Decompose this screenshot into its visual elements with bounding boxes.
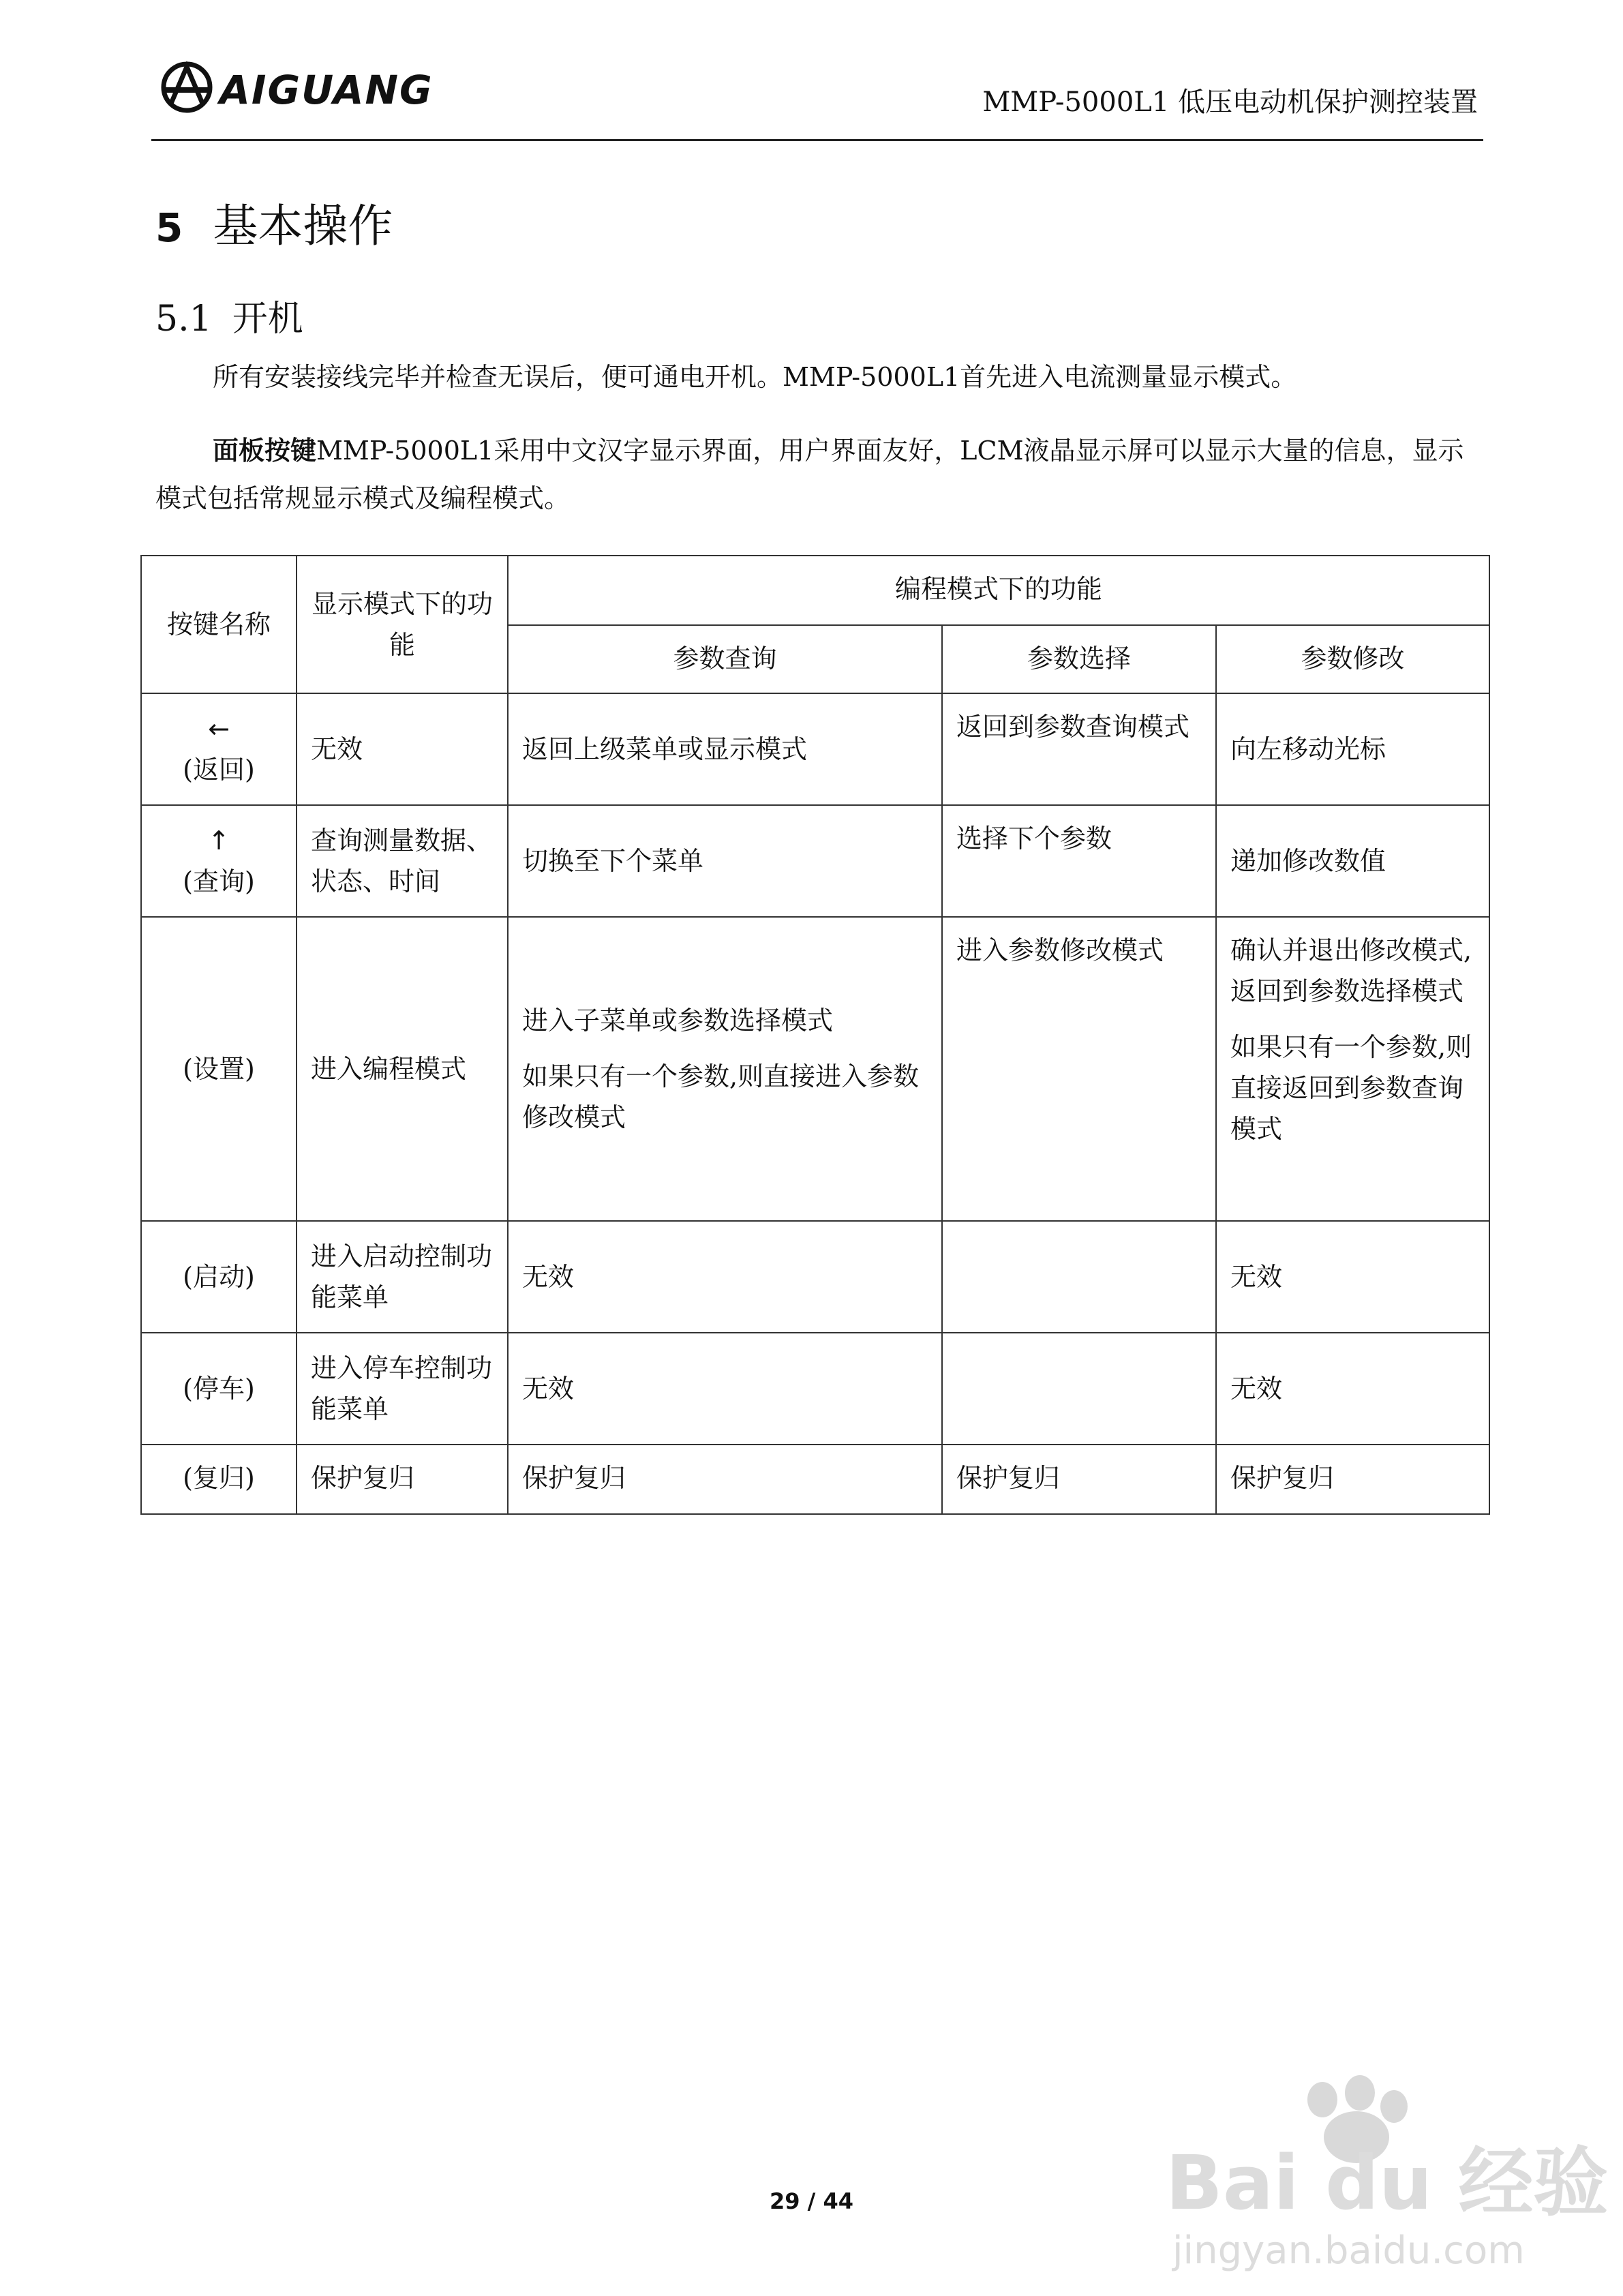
cell-display: 查询测量数据、状态、时间 (297, 805, 508, 917)
paragraph-body: MMP-5000L1采用中文汉字显示界面，用户界面友好，LCM液晶显示屏可以显示大量的信息，显示模式包括常规显示模式及编程模式。 (155, 436, 1464, 513)
page-header (151, 57, 1483, 141)
key-cell-stop: (停车) (141, 1333, 297, 1445)
cell-modify-line1: 确认并退出修改模式,返回到参数选择模式 (1230, 935, 1472, 1006)
section-title: 基本操作 (213, 200, 393, 252)
cell-modify: 向左移动光标 (1216, 693, 1489, 805)
cell-display: 进入启动控制功能菜单 (297, 1221, 508, 1333)
header-display-mode: 显示模式下的功能 (297, 556, 508, 693)
cell-select: 进入参数修改模式 (942, 917, 1216, 1221)
cell-modify: 无效 (1216, 1221, 1489, 1333)
cell-modify (1216, 917, 1489, 1221)
key-cell-reset: (复归) (141, 1445, 297, 1514)
cell-display: 进入编程模式 (297, 917, 508, 1221)
paragraph-startup: 所有安装接线完毕并检查无误后，便可通电开机。MMP-5000L1首先进入电流测量显示模式。 (213, 362, 1297, 392)
watermark-brand: Bai du 经验 (1166, 2139, 1609, 2226)
cell-query: 无效 (508, 1333, 942, 1445)
cell-display: 无效 (297, 693, 508, 805)
key-cell-settings: (设置) (141, 917, 297, 1221)
table-header-row (141, 556, 1489, 625)
paragraph-bold-lead: 面板按键 (213, 436, 317, 466)
cell-query (508, 917, 942, 1221)
cell-select: 选择下个参数 (942, 805, 1216, 917)
subsection-heading (155, 290, 303, 341)
panel-keys-table (140, 555, 1490, 1515)
key-cell-query (141, 805, 297, 917)
baidu-jingyan-watermark (1152, 2072, 1609, 2277)
cell-select (942, 1221, 1216, 1333)
document-title: MMP-5000L1 低压电动机保护测控装置 (982, 87, 1478, 118)
header-param-query: 参数查询 (508, 625, 942, 693)
cell-query: 返回上级菜单或显示模式 (508, 693, 942, 805)
table-row (141, 693, 1489, 805)
section-number: 5 (155, 205, 183, 251)
table-row (141, 1445, 1489, 1514)
subsection-number: 5.1 (155, 299, 212, 339)
header-key-name: 按键名称 (141, 556, 297, 693)
table-row (141, 805, 1489, 917)
cell-select: 返回到参数查询模式 (942, 693, 1216, 805)
key-cell-start: (启动) (141, 1221, 297, 1333)
cell-query: 无效 (508, 1221, 942, 1333)
cell-query-line2: 如果只有一个参数,则直接进入参数修改模式 (522, 1061, 920, 1132)
section-heading (155, 190, 393, 254)
cell-display: 保护复归 (297, 1445, 508, 1514)
table-row (141, 917, 1489, 1221)
key-name: (查询) (183, 866, 255, 896)
logo-text: AIGUANG (219, 67, 434, 113)
aiguang-logo (158, 57, 458, 117)
cell-select (942, 1333, 1216, 1445)
cell-select: 保护复归 (942, 1445, 1216, 1514)
up-arrow-icon: ↑ (208, 826, 230, 856)
left-arrow-icon: ← (208, 714, 230, 744)
cell-display: 进入停车控制功能菜单 (297, 1333, 508, 1445)
cell-query-line1: 进入子菜单或参数选择模式 (522, 1006, 834, 1036)
key-name: (返回) (183, 755, 255, 785)
header-programming-mode: 编程模式下的功能 (508, 556, 1489, 625)
cell-modify-line2: 如果只有一个参数,则直接返回到参数查询模式 (1230, 1032, 1472, 1144)
table-row (141, 1333, 1489, 1445)
header-param-select: 参数选择 (942, 625, 1216, 693)
cell-modify: 递加修改数值 (1216, 805, 1489, 917)
key-cell-back (141, 693, 297, 805)
table-row (141, 1221, 1489, 1333)
cell-modify: 保护复归 (1216, 1445, 1489, 1514)
watermark-url: jingyan.baidu.com (1172, 2229, 1525, 2273)
subsection-title: 开机 (232, 299, 303, 339)
paragraph-panel-keys (155, 427, 1485, 522)
cell-query: 切换至下个菜单 (508, 805, 942, 917)
page-number: 29 / 44 (769, 2188, 854, 2214)
cell-modify: 无效 (1216, 1333, 1489, 1445)
header-param-modify: 参数修改 (1216, 625, 1489, 693)
cell-query: 保护复归 (508, 1445, 942, 1514)
